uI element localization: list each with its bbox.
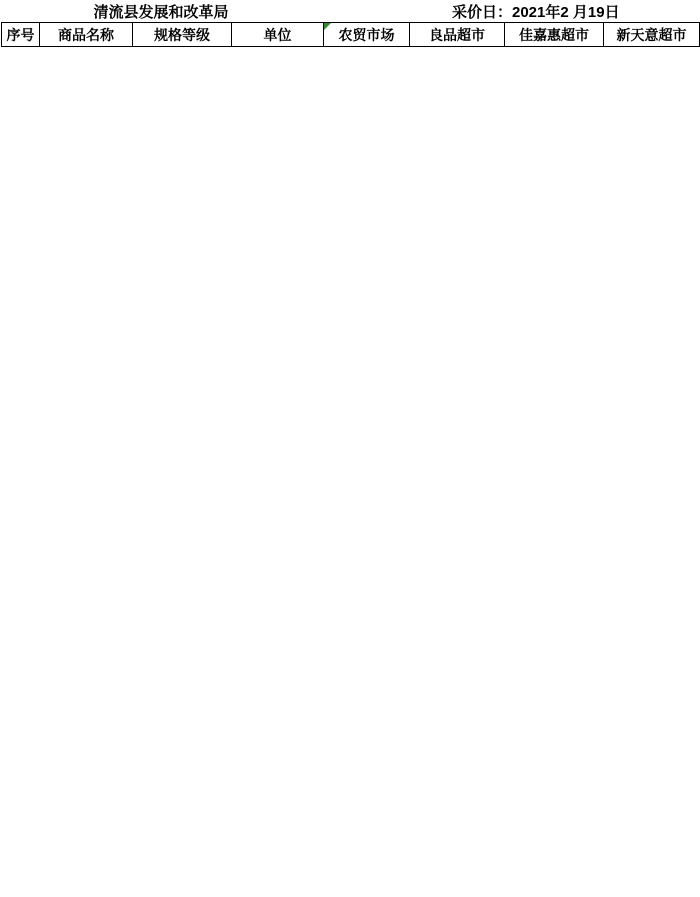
column-header[interactable]: 农贸市场 [324, 23, 410, 47]
org-title[interactable]: 清流县发展和改革局 [93, 4, 229, 21]
error-marker-icon [324, 23, 331, 30]
column-header[interactable]: 商品名称 [40, 23, 133, 47]
column-header[interactable]: 良品超市 [410, 23, 505, 47]
title-row [0, 0, 700, 22]
column-header[interactable]: 新天意超市 [604, 23, 700, 47]
column-header[interactable]: 佳嘉惠超市 [505, 23, 604, 47]
survey-date[interactable]: 采价日：2021年2 月19日 [452, 4, 620, 21]
price-table [1, 22, 700, 47]
column-header[interactable]: 序号 [2, 23, 40, 47]
header-row [2, 23, 700, 47]
column-header[interactable]: 规格等级 [133, 23, 232, 47]
column-header[interactable]: 单位 [232, 23, 324, 47]
